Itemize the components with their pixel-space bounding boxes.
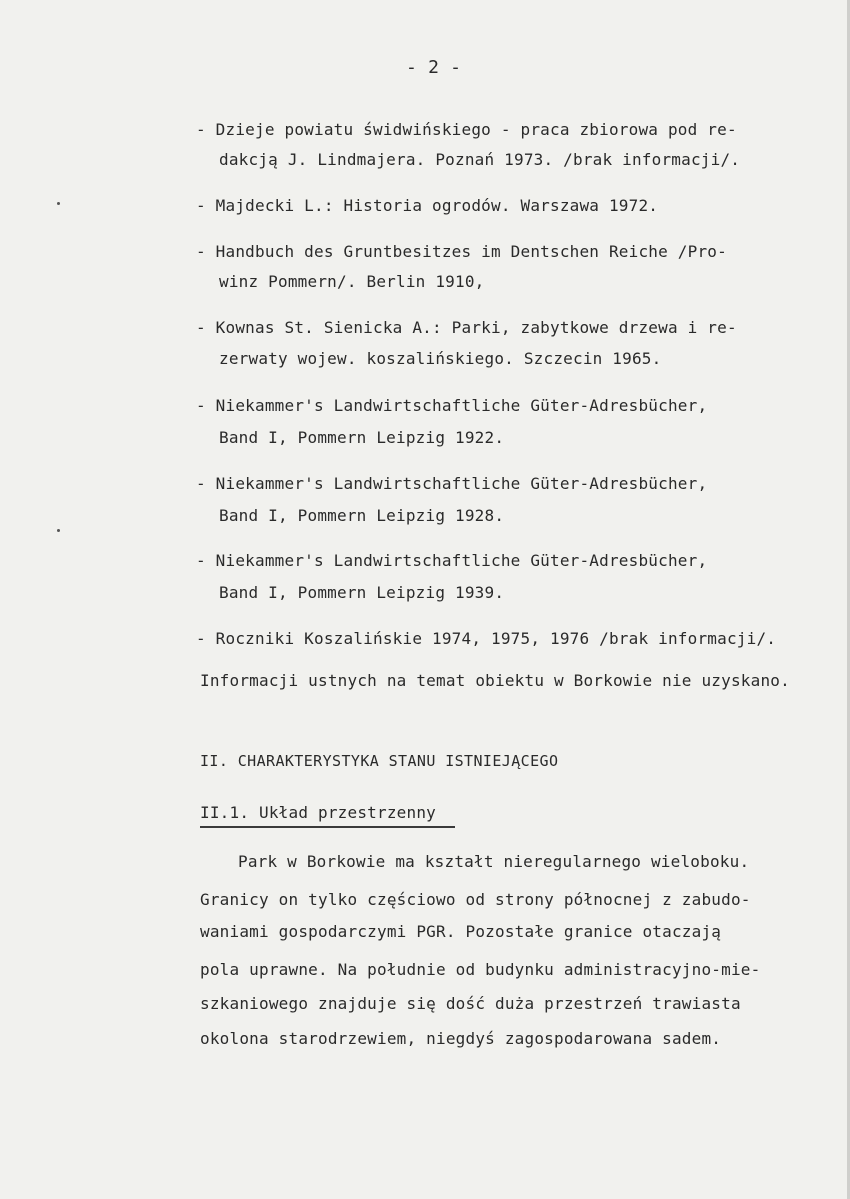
section-heading: II. CHARAKTERYSTYKA STANU ISTNIEJĄCEGO (200, 752, 559, 770)
bibliography-entry-1-line-1: - Dzieje powiatu świdwińskiego - praca zbiorowa pod re- (196, 120, 737, 139)
bibliography-entry-3-line-1: - Handbuch des Gruntbesitzes im Dentschen Reiche /Pro- (196, 242, 727, 261)
paragraph-line-5: szkaniowego znajduje się dość duża przestrzeń trawiasta (200, 994, 741, 1013)
oral-information-note: Informacji ustnych na temat obiektu w Borkowie nie uzyskano. (200, 671, 790, 690)
paragraph-line-6: okolona starodrzewiem, niegdyś zagospodarowana sadem. (200, 1029, 722, 1048)
paragraph-line-2: Granicy on tylko częściowo od strony północnej z zabudo- (200, 890, 751, 909)
bibliography-entry-5-line-2: Band I, Pommern Leipzig 1922. (219, 428, 505, 447)
subsection-heading-underline (200, 826, 455, 828)
bibliography-entry-5-line-1: - Niekammer's Landwirtschaftliche Güter-Adresbücher, (196, 396, 708, 415)
bibliography-entry-3-line-2: winz Pommern/. Berlin 1910, (219, 272, 485, 291)
bibliography-entry-4-line-2: zerwaty wojew. koszalińskiego. Szczecin 1965. (219, 349, 662, 368)
bibliography-entry-2: - Majdecki L.: Historia ogrodów. Warszawa 1972. (196, 196, 659, 215)
paragraph-line-1: Park w Borkowie ma kształt nieregularnego wieloboku. (238, 852, 750, 871)
bibliography-entry-7-line-2: Band I, Pommern Leipzig 1939. (219, 583, 505, 602)
bibliography-entry-6-line-2: Band I, Pommern Leipzig 1928. (219, 506, 505, 525)
subsection-heading: II.1. Układ przestrzenny (200, 803, 436, 822)
paragraph-line-3: waniami gospodarczymi PGR. Pozostałe granice otaczają (200, 922, 722, 941)
bibliography-entry-4-line-1: - Kownas St. Sienicka A.: Parki, zabytkowe drzewa i re- (196, 318, 737, 337)
scan-speck (57, 202, 60, 205)
scan-speck (57, 529, 60, 532)
page-number: - 2 - (406, 57, 462, 78)
paragraph-line-4: pola uprawne. Na południe od budynku administracyjno-mie- (200, 960, 761, 979)
bibliography-entry-8: - Roczniki Koszalińskie 1974, 1975, 1976 /brak informacji/. (196, 629, 777, 648)
bibliography-entry-1-line-2: dakcją J. Lindmajera. Poznań 1973. /brak informacji/. (219, 150, 741, 169)
bibliography-entry-6-line-1: - Niekammer's Landwirtschaftliche Güter-Adresbücher, (196, 474, 708, 493)
bibliography-entry-7-line-1: - Niekammer's Landwirtschaftliche Güter-Adresbücher, (196, 551, 708, 570)
